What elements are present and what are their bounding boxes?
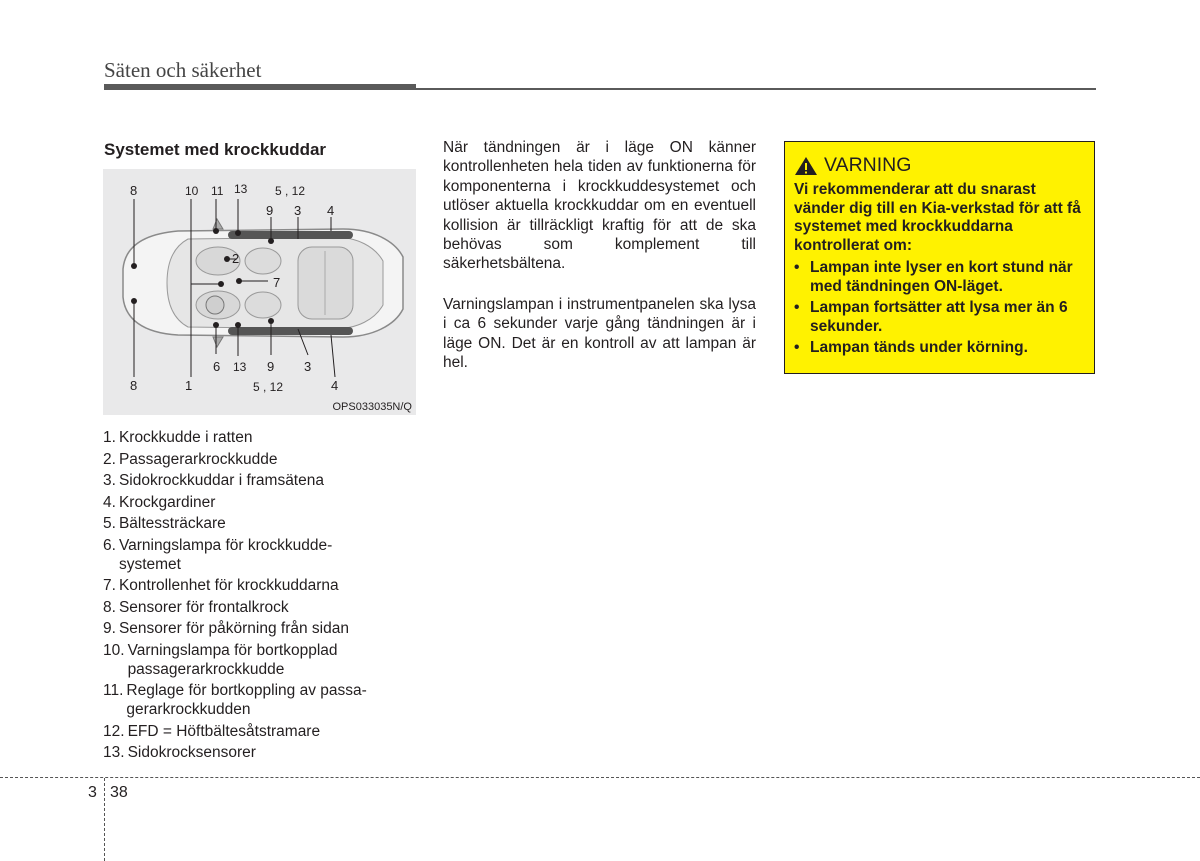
list-item <box>794 299 1084 336</box>
bullet: • <box>794 299 800 316</box>
warning-item: Lampan tänds under körning. <box>810 339 1028 356</box>
item-text: Bältessträckare <box>118 515 226 532</box>
figure-caption: OPS033035N/Q <box>332 401 412 413</box>
item-number: 4. <box>103 493 116 511</box>
label-bot-6: 6 <box>213 359 221 374</box>
item-number: 13. <box>103 744 125 761</box>
label-top-3: 3 <box>294 203 302 218</box>
list-item <box>794 339 1084 358</box>
item-text: Reglage för bortkoppling av passa-gerarkrockkudden <box>126 682 367 718</box>
item-text: Krockgardiner <box>118 493 216 511</box>
label-bottom-5-12: 5 , 12 <box>253 380 284 394</box>
item-number: 6. <box>103 536 116 554</box>
header-rule-thin <box>416 88 1096 90</box>
item-text: Sensorer för frontalkrock <box>118 598 289 616</box>
warning-header <box>794 154 1084 177</box>
list-item <box>103 493 423 512</box>
item-number: 7. <box>103 577 116 594</box>
item-text: Krockkudde i ratten <box>118 429 253 446</box>
warning-item: Lampan fortsätter att lysa mer än 6 sekunder. <box>810 299 1068 335</box>
warning-item: Lampan inte lyser en kort stund när med tändningen ON-läget. <box>810 259 1073 295</box>
label-top-13: 13 <box>234 182 248 196</box>
label-bot-3: 3 <box>304 359 312 374</box>
warning-intro: Vi rekommenderar att du snarast vänder dig till en Kia-verkstad för att få systemet med krockkuddarna kontrollerat om: <box>794 181 1081 254</box>
car-body <box>123 219 403 347</box>
label-top-9: 9 <box>266 203 274 218</box>
list-item <box>103 722 423 741</box>
bullet: • <box>794 259 800 276</box>
list-item <box>103 450 423 469</box>
warning-list <box>794 259 1084 358</box>
airbag-diagram <box>103 169 416 415</box>
item-number: 8. <box>103 598 116 616</box>
item-text: Varningslampa för krockkudde-systemet <box>118 536 333 573</box>
car-topview-illustration <box>103 169 416 415</box>
label-top-10: 10 <box>185 184 199 198</box>
item-number: 3. <box>103 472 116 489</box>
list-item <box>103 598 423 617</box>
item-text: Varningslampa för bortkopplad passagerarkrockkudde <box>127 641 338 678</box>
label-mid-2: 2 <box>232 251 240 266</box>
page-number: 38 <box>110 784 128 801</box>
item-number: 9. <box>103 620 116 637</box>
label-top-4: 4 <box>327 203 335 218</box>
item-number: 11. <box>103 682 124 699</box>
list-item <box>103 536 423 574</box>
label-top-5-12: 5 , 12 <box>275 184 306 198</box>
footer-vertical-rule <box>104 778 105 861</box>
item-number: 12. <box>103 722 125 740</box>
page-section-number: 3 <box>88 784 97 801</box>
list-item <box>794 259 1084 296</box>
footer-rule <box>0 777 1200 778</box>
item-text: Passagerarkrockkudde <box>118 450 278 468</box>
warning-title: VARNING <box>824 154 912 176</box>
page-header-title: Säten och säkerhet <box>104 58 262 82</box>
item-number: 2. <box>103 450 116 468</box>
list-item <box>103 619 423 638</box>
list-item <box>103 743 423 762</box>
list-item <box>103 641 423 679</box>
label-bot-13: 13 <box>233 360 247 374</box>
label-bottom-4: 4 <box>331 378 339 393</box>
list-item <box>103 514 423 533</box>
item-text: Sensorer för påkörning från sidan <box>118 620 349 637</box>
list-item <box>103 576 423 595</box>
body-paragraph-1: När tändningen är i läge ON känner kontrollenheten hela tiden av funktionerna för komponenterna i krockkuddesystemet och utlöser aktuella krockkuddar om en eventuell kollision är tillräckligt kraftig för att de ska behövas som komplement till säkerhetsbältena. <box>443 139 756 273</box>
list-item <box>103 681 423 719</box>
item-text: EFD = Höftbältesåtstramare <box>127 722 321 740</box>
item-text: Kontrollenhet för krockkuddarna <box>118 577 339 594</box>
warning-box <box>784 141 1095 374</box>
section-heading: Systemet med krockkuddar <box>104 140 327 159</box>
header-rule-thick <box>104 84 416 90</box>
body-paragraph-2: Varningslampan i instrumentpanelen ska lysa i ca 6 sekunder varje gång tändningen är i läge ON. Det är en kontroll av att lampan är hel. <box>443 296 756 372</box>
item-text: Sidokrockkuddar i framsätena <box>118 472 324 489</box>
item-number: 10. <box>103 641 125 659</box>
bullet: • <box>794 339 800 356</box>
label-top-8: 8 <box>130 183 138 198</box>
item-text: Sidokrocksensorer <box>127 744 256 761</box>
label-bottom-1: 1 <box>185 378 193 393</box>
warning-triangle-icon <box>794 156 818 176</box>
item-number: 5. <box>103 515 116 532</box>
label-bottom-8: 8 <box>130 378 138 393</box>
label-mid-7: 7 <box>273 275 281 290</box>
airbag-legend-list <box>103 428 423 765</box>
list-item <box>103 471 423 490</box>
item-number: 1. <box>103 429 116 446</box>
label-top-11: 11 <box>211 184 224 198</box>
label-bot-9: 9 <box>267 359 275 374</box>
list-item <box>103 428 423 447</box>
